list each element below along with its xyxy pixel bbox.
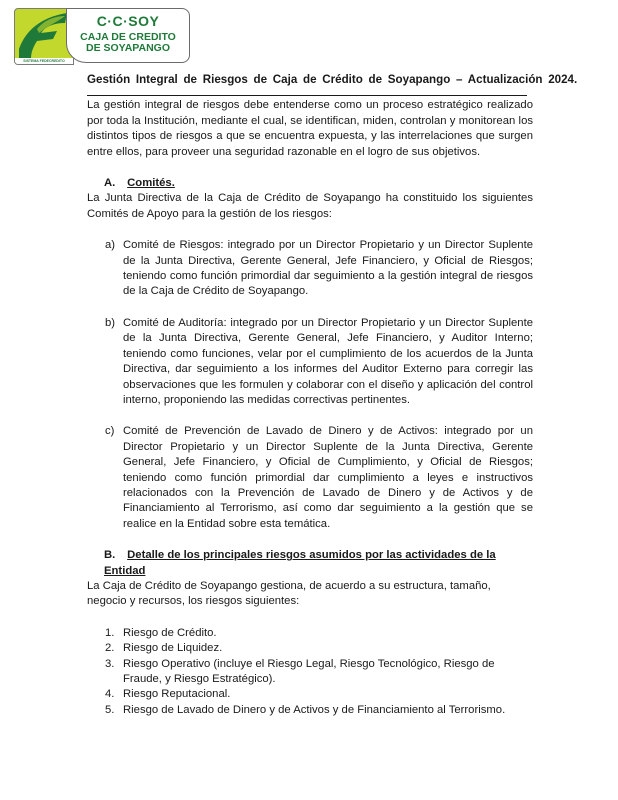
list-marker: b) bbox=[105, 316, 116, 329]
risk-item bbox=[87, 657, 533, 688]
logo-badge bbox=[14, 8, 74, 65]
list-marker: 5. bbox=[105, 703, 115, 716]
risk-item bbox=[87, 703, 533, 718]
committee-item bbox=[87, 238, 533, 300]
committee-text: Comité de Prevención de Lavado de Dinero y de Activos: integrado por un Director Propietario y un Director Suplente de la Junta Directiva, Gerente General, Jefe Financiero, y Oficial de Cumplimiento, y Oficial de Riesgos; teniendo como función primordial dar cumplimiento a leyes e instructivos relacionados con la Prevención de Lavado de Dinero y de Activos y de Financiamiento al Terrorismo, así como dar seguimiento a la gestión que se realice en la Entidad sobre esta temática. bbox=[123, 425, 533, 530]
section-b-title: Detalle de los principales riesgos asumidos por las actividades de la Entidad bbox=[104, 549, 496, 577]
section-a-letter: A. bbox=[104, 177, 116, 190]
risk-text: Riesgo de Liquidez. bbox=[123, 642, 223, 655]
intro-paragraph: La gestión integral de riesgos debe entenderse como un proceso estratégico realizado por toda la Institución, mediante el cual, se identifican, miden, controlan y monitorean los distintos tipos de riesgos a que se encuentra expuesta, y las interrelaciones que surgen entre ellos, para proveer una seguridad razonable en el logro de sus objetivos. bbox=[87, 99, 533, 158]
logo-name-line2: DE SOYAPANGO bbox=[85, 42, 171, 54]
list-marker: 3. bbox=[105, 657, 115, 670]
title-rule bbox=[87, 95, 527, 96]
list-marker: c) bbox=[105, 425, 115, 438]
risk-text: Riesgo Operativo (incluye el Riesgo Legal, Riesgo Tecnológico, Riesgo de Fraude, y Riesgo Estratégico). bbox=[123, 657, 495, 685]
section-a-intro: La Junta Directiva de la Caja de Crédito de Soyapango ha constituido los siguientes Comités de Apoyo para la gestión de los riesgos: bbox=[87, 192, 533, 220]
section-b-heading bbox=[87, 548, 533, 579]
document-body bbox=[87, 72, 578, 718]
company-logo bbox=[14, 8, 190, 63]
committee-text: Comité de Auditoría: integrado por un Director Propietario y un Director Suplente de la Junta Directiva, Gerente General, Jefe Financiero, y Auditor Interno; teniendo como funciones, velar por el cumplimiento de los acuerdos de la Junta Directiva, dar seguimiento a los informes del Auditor Externo para corregir las observaciones que les formulen y colaborar con el diseño y aplicación del control interno, proponiendo las medidas correctivas pertinentes. bbox=[123, 316, 533, 406]
risk-text: Riesgo Reputacional. bbox=[123, 688, 231, 701]
logo-name-line1: CAJA DE CREDITO bbox=[80, 31, 176, 43]
document-title: Gestión Integral de Riesgos de Caja de Crédito de Soyapango – Actualización 2024. bbox=[87, 73, 578, 86]
list-marker: 1. bbox=[105, 626, 115, 639]
section-a-heading bbox=[87, 176, 533, 191]
list-marker: a) bbox=[105, 239, 116, 252]
logo-panel bbox=[66, 8, 190, 63]
risk-text: Riesgo de Lavado de Dinero y de Activos y de Financiamiento al Terrorismo. bbox=[123, 703, 506, 716]
section-a-title: Comités. bbox=[127, 177, 175, 190]
risk-item bbox=[87, 641, 533, 656]
risk-item bbox=[87, 626, 533, 641]
section-b-intro: La Caja de Crédito de Soyapango gestiona, de acuerdo a su estructura, tamaño, negocio y recursos, los riesgos siguientes: bbox=[87, 579, 491, 608]
logo-short-name: C·C·SOY bbox=[96, 13, 160, 29]
risk-list bbox=[87, 626, 533, 718]
committee-item bbox=[87, 316, 533, 408]
risk-item bbox=[87, 687, 533, 702]
logo-network-label: SISTEMA FEDECREDITO bbox=[15, 58, 73, 64]
risk-text: Riesgo de Crédito. bbox=[123, 626, 217, 639]
leaf-f-icon bbox=[15, 9, 73, 64]
committee-item bbox=[87, 424, 533, 532]
list-marker: 4. bbox=[105, 688, 115, 701]
list-marker: 2. bbox=[105, 642, 115, 655]
committee-text: Comité de Riesgos: integrado por un Director Propietario y un Director Suplente de la Junta Directiva, Gerente General, Jefe Financiero, y Oficial de Riesgos; teniendo como función primordial dar seguimiento a la gestión integral de riesgos de la Caja de Crédito de Soyapango. bbox=[123, 239, 533, 298]
logo-full-name bbox=[67, 32, 189, 54]
section-b-letter: B. bbox=[104, 549, 116, 562]
